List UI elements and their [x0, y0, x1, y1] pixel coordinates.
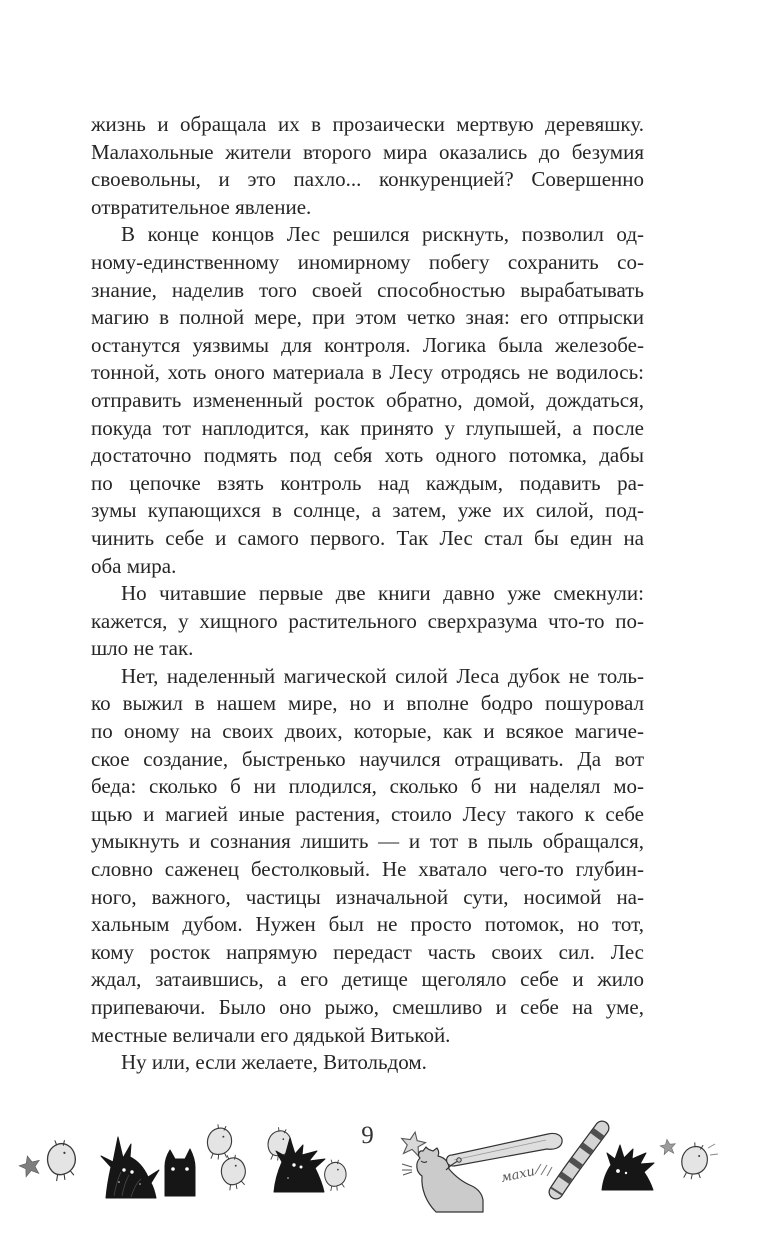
- text-line: хальным дубом. Нужен был не просто потомок, но тот,: [91, 912, 644, 937]
- text-line: жизнь и обращала их в прозаически мертвую деревяшку.: [91, 112, 644, 136]
- text-line: кому росток напрямую передаст часть своих сил. Лес: [91, 939, 644, 964]
- text-line: магию в полной мере, при этом четко зная: его отпрыски: [91, 305, 644, 330]
- star-icon: [659, 1138, 676, 1155]
- paragraph: [91, 663, 644, 1049]
- text-line: покуда тот наплодится, как принято у глупышей, а после: [91, 415, 644, 440]
- text-line: кажется, у хищного растительного сверхразума что-то по-: [91, 608, 644, 633]
- text-line: по оному на своих двоих, которые, как и всякое магиче-: [91, 719, 644, 744]
- text-line: достаточно подмять под себя хоть одного потомка, дабы: [91, 443, 644, 468]
- text-line: умыкнуть и сознания лишить — и тот в пыль обращался,: [91, 829, 644, 854]
- paragraph: [91, 111, 644, 221]
- text-line: Но читавшие первые две книги давно уже смекнули:: [121, 581, 644, 606]
- text-line: Малахольные жители второго мира оказались до безумия: [91, 139, 644, 164]
- dumpling-blob-icon: [45, 1138, 78, 1181]
- text-line: Ну или, если желаете, Витольдом.: [121, 1050, 427, 1075]
- text-line: своевольны, и это пахло... конкуренцией? Совершенно: [91, 167, 644, 192]
- dumpling-blob-icon: [323, 1159, 347, 1191]
- text-line: местные величали его дядькой Витькой.: [91, 1022, 451, 1047]
- text-line: щью и магией иные растения, стоило Лесу такого к себе: [91, 801, 644, 826]
- artist-signature: махи: [499, 1164, 537, 1186]
- text-line: В конце концов Лес решился рискнуть, позволил од-: [121, 222, 644, 247]
- text-line: припеваючи. Было оно рыжо, смешливо и себе на уме,: [91, 995, 644, 1019]
- text-line: ного, важного, частицы изначальной сути, носимой на-: [91, 884, 644, 909]
- paragraph: [91, 221, 644, 580]
- signature-flourish-icon: [535, 1164, 552, 1176]
- star-icon: [17, 1153, 42, 1178]
- text-line: словно саженец бестолковый. Не хватало чего-то глубин-: [91, 857, 644, 882]
- page-text: [91, 111, 644, 1077]
- black-cat-icon: [165, 1149, 195, 1196]
- text-line: останутся уязвимы для контроля. Логика была железобе-: [91, 332, 644, 357]
- text-line: ждал, затаившись, а его детище щеголяло себе и жило: [91, 967, 644, 992]
- text-line: ко выжил в нашем мире, но и вполне бодро пошуровал: [91, 691, 644, 716]
- black-cat-icon: [602, 1145, 654, 1190]
- text-line: оба мира.: [91, 553, 177, 578]
- text-line: знание, наделив того своей способностью вырабатывать: [91, 277, 644, 302]
- text-line: зумы купающихся в солнце, а затем, уже их силой, под-: [91, 498, 644, 523]
- text-line: чинить себе и самого первого. Так Лес стал бы един на: [91, 525, 644, 550]
- text-line: шло не так.: [91, 636, 194, 661]
- text-line: ному-единственному иномирному побегу сохранить со-: [91, 249, 644, 274]
- paragraph: [91, 580, 644, 663]
- text-line: отвратительное явление.: [91, 194, 312, 219]
- whiskers-icon: [402, 1164, 412, 1175]
- paragraph: [91, 1049, 644, 1077]
- text-line: Нет, наделенный магической силой Леса дубок не толь-: [121, 663, 644, 688]
- text-line: беда: сколько б ни плодился, сколько б ни наделял мо-: [91, 774, 644, 799]
- page-number: 9: [361, 1122, 374, 1149]
- text-line: ское создание, быстренько научился отращивать. Да вот: [91, 746, 644, 771]
- dumpling-blob-icon: [678, 1141, 710, 1181]
- text-line: отправить измененный росток обратно, домой, дождаться,: [91, 387, 644, 412]
- motion-lines-icon: [708, 1144, 718, 1155]
- text-line: тонной, хоть оного материала в Лесу отродясь не водилось:: [91, 360, 644, 385]
- text-line: по цепочке взять контроль над каждым, подавить ра-: [91, 470, 644, 495]
- dumpling-blob-icon: [219, 1153, 249, 1191]
